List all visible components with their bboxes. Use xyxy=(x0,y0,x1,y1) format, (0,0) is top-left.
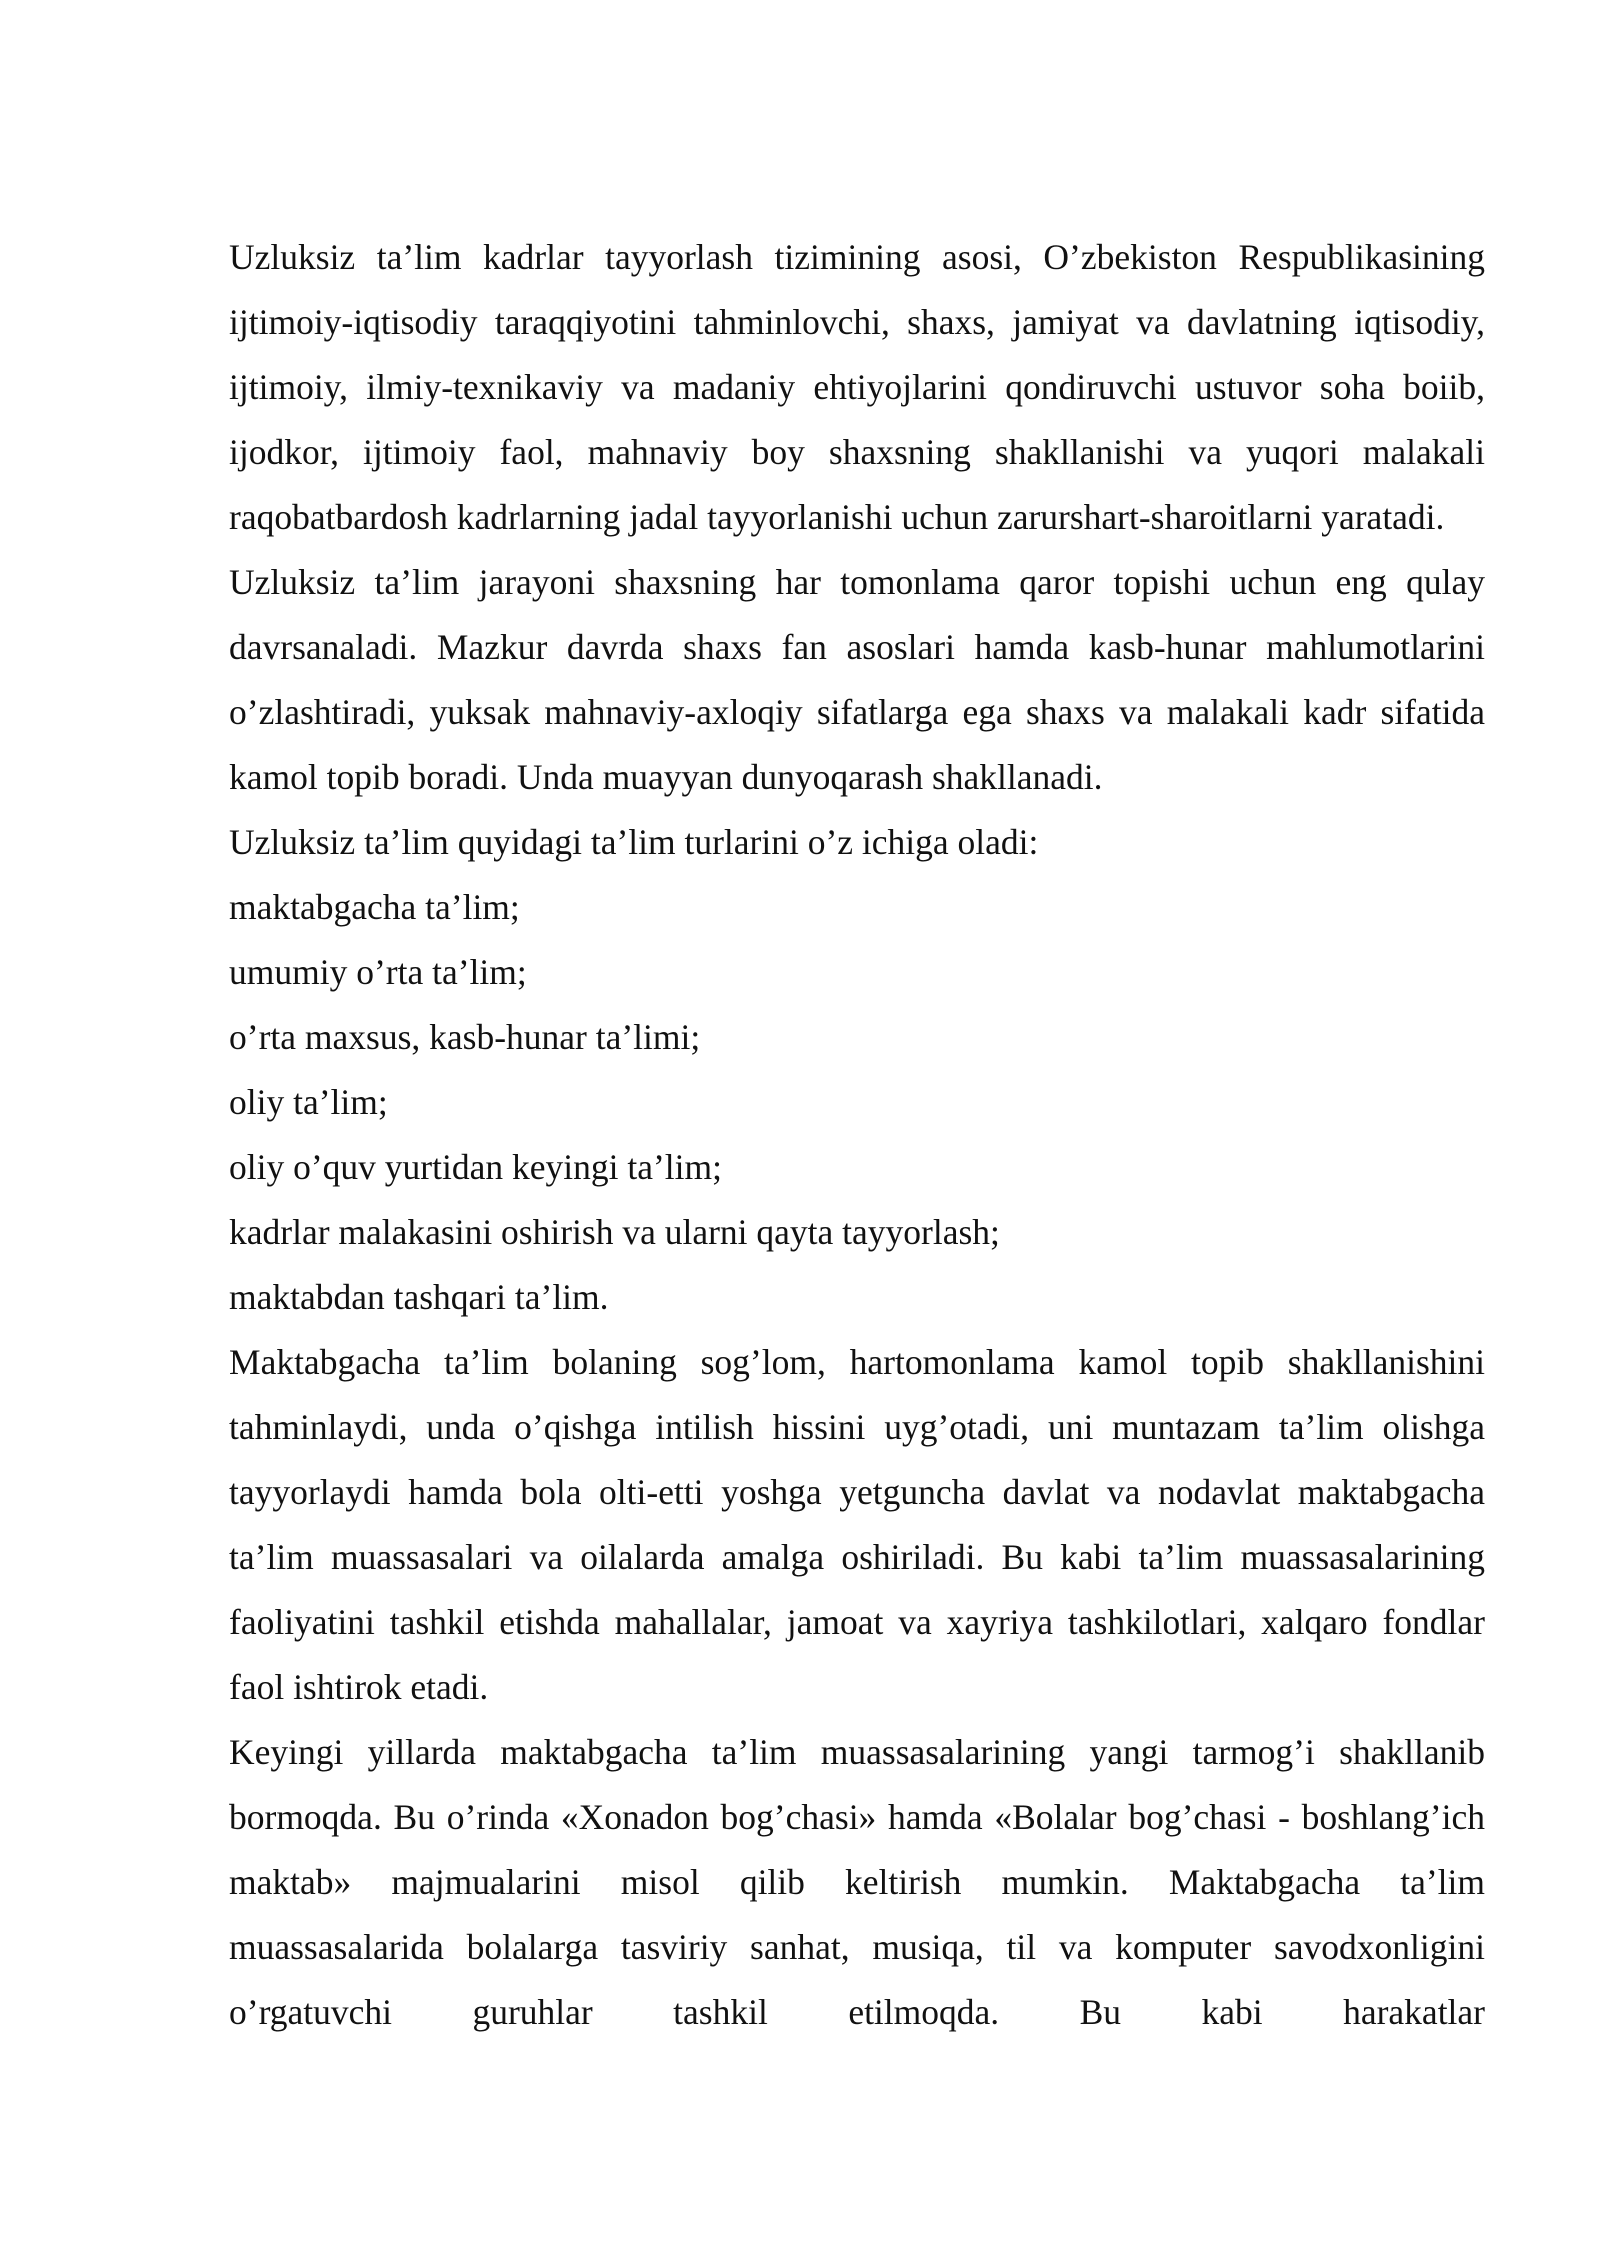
paragraph-recent-years: Keyingi yillarda maktabgacha ta’lim muassasalarining yangi tarmog’i shakllanib bormoqda. Bu o’rinda «Xonadon bog’chasi» hamda «Bolalar bog’chasi - boshlang’ich maktab» majmualarini misol qilib keltirish mumkin. Maktabgacha ta’lim muassasalarida bolalarga tasviriy sanhat, musiqa, til va komputer savodxonligini o’rgatuvchi guruhlar tashkil etilmoqda. Bu kabi harakatlar xyxy=(229,1732,1485,2032)
list-item: oliy o’quv yurtidan keyingi ta’lim; xyxy=(229,1147,722,1187)
document-page xyxy=(229,225,1485,2045)
paragraph-process: Uzluksiz ta’lim jarayoni shaxsning har tomonlama qaror topishi uchun eng qulay davrsanaladi. Mazkur davrda shaxs fan asoslari hamda kasb-hunar mahlumotlarini o’zlashtiradi, yuksak mahnaviy-axloqiy sifatlarga ega shaxs va malakali kadr sifatida kamol topib boradi. Unda muayyan dunyoqarash shakllanadi. xyxy=(229,562,1485,797)
paragraph-preschool: Maktabgacha ta’lim bolaning sog’lom, hartomonlama kamol topib shakllanishini tahminlaydi, unda o’qishga intilish hissini uyg’otadi, uni muntazam ta’lim olishga tayyorlaydi hamda bola olti-etti yoshga yetguncha davlat va nodavlat maktabgacha ta’lim muassasalari va oilalarda amalga oshiriladi. Bu kabi ta’lim muassasalarining faoliyatini tashkil etishda mahallalar, jamoat va xayriya tashkilotlari, xalqaro fondlar faol ishtirok etadi. xyxy=(229,1342,1485,1707)
paragraph-list-intro: Uzluksiz ta’lim quyidagi ta’lim turlarini o’z ichiga oladi: xyxy=(229,822,1039,862)
list-item: maktabdan tashqari ta’lim. xyxy=(229,1277,609,1317)
list-item: kadrlar malakasini oshirish va ularni qayta tayyorlash; xyxy=(229,1212,1000,1252)
list-item: maktabgacha ta’lim; xyxy=(229,887,520,927)
paragraph-intro: Uzluksiz ta’lim kadrlar tayyorlash tizimining asosi, O’zbekiston Respublikasining ijtimoiy-iqtisodiy taraqqiyotini tahminlovchi, shaxs, jamiyat va davlatning iqtisodiy, ijtimoiy, ilmiy-texnikaviy va madaniy ehtiyojlarini qondiruvchi ustuvor soha boiib, ijodkor, ijtimoiy faol, mahnaviy boy shaxsning shakllanishi va yuqori malakali raqobatbardosh kadrlarning jadal tayyorlanishi uchun zarurshart-sharoitlarni yaratadi. xyxy=(229,237,1485,537)
list-item: o’rta maxsus, kasb-hunar ta’limi; xyxy=(229,1017,701,1057)
list-item: umumiy o’rta ta’lim; xyxy=(229,952,527,992)
list-item: oliy ta’lim; xyxy=(229,1082,388,1122)
